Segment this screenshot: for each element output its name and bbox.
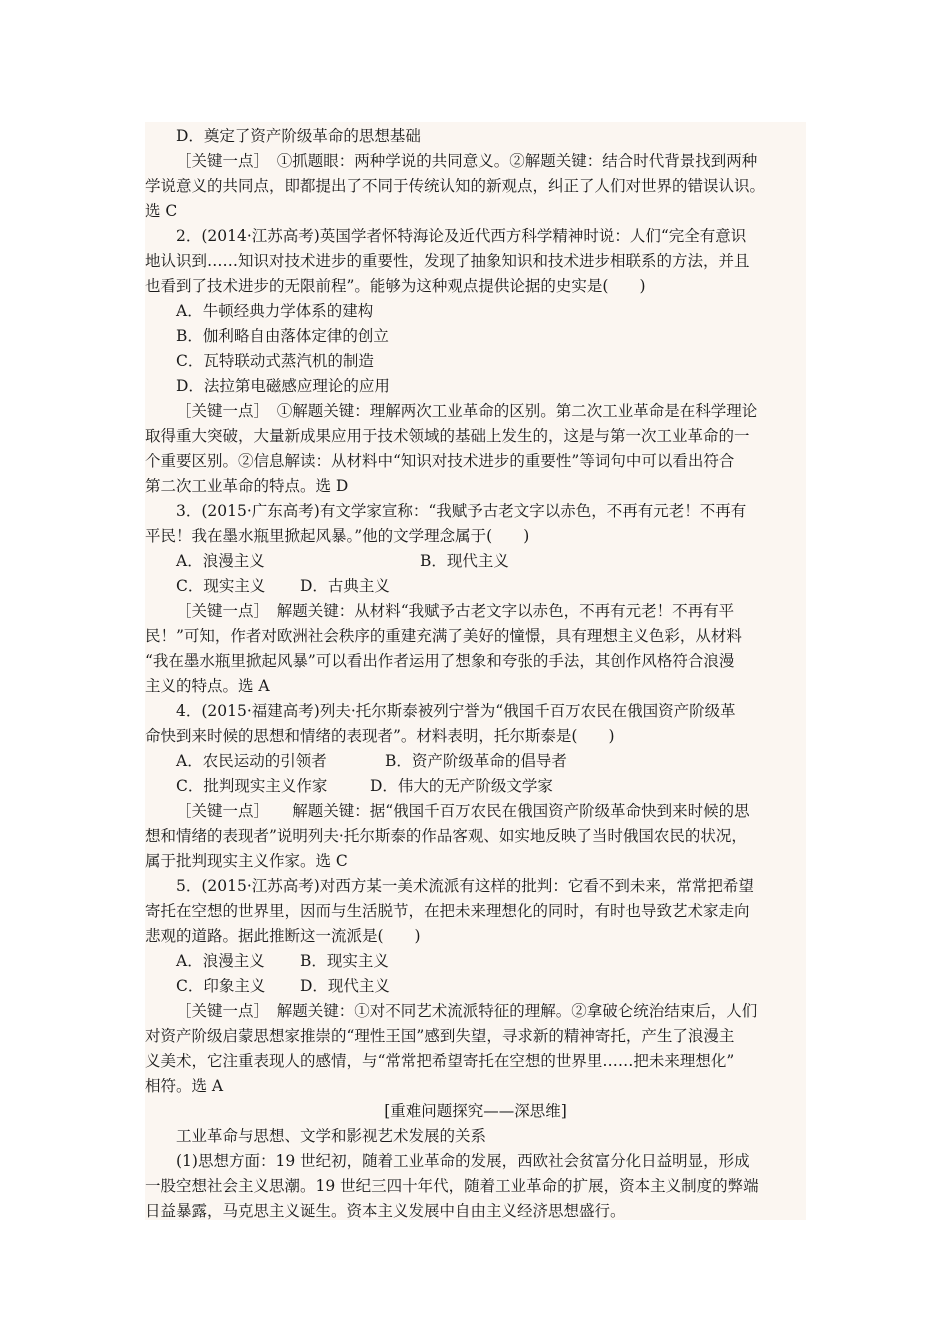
text-line: 悲观的道路。据此推断这一流派是( ) — [145, 927, 421, 945]
key-point-q5: ［关键一点］ 解题关键：①对不同艺术流派特征的理解。②拿破仑统治结束后，人们 — [176, 1002, 758, 1020]
text-line: 命快到来时候的思想和情绪的表现者”。材料表明，托尔斯泰是( ) — [145, 727, 615, 745]
answer-q5: 相符。选 A — [145, 1077, 224, 1095]
option-d-q4: D．伟大的无产阶级文学家 — [370, 777, 553, 795]
option-a-q4: A．农民运动的引领者 — [176, 752, 327, 770]
answer-q4: 属于批判现实主义作家。选 C — [145, 852, 348, 870]
question-4: 4．(2015·福建高考)列夫·托尔斯泰被列宁誉为“俄国千百万农民在俄国资产阶级革 — [176, 702, 736, 720]
text-line: 寄托在空想的世界里，因而与生活脱节，在把未来理想化的同时，有时也导致艺术家走向 — [145, 902, 750, 920]
option-d-q1: D．奠定了资产阶级革命的思想基础 — [176, 127, 421, 145]
option-a-q3: A．浪漫主义 — [176, 552, 265, 570]
text-line: 取得重大突破，大量新成果应用于技术领域的基础上发生的，这是与第一次工业革命的一 — [145, 427, 750, 445]
text-line: 对资产阶级启蒙思想家推崇的“理性王国”感到失望，寻求新的精神寄托，产生了浪漫主 — [145, 1027, 735, 1045]
key-point-q1: ［关键一点］ ①抓题眼：两种学说的共同意义。②解题关键：结合时代背景找到两种 — [176, 152, 758, 170]
text-line: 也看到了技术进步的无限前程”。能够为这种观点提供论据的史实是( ) — [145, 277, 646, 295]
answer-q1: 选 C — [145, 202, 178, 220]
options-row-q5-2 — [176, 974, 826, 999]
section-heading: [重难问题探究——深思维] — [384, 1102, 567, 1120]
options-row-q4-1 — [176, 749, 826, 774]
option-b-q3: B．现代主义 — [420, 552, 509, 570]
options-row-q4-2 — [176, 774, 826, 799]
option-d-q5: D．现代主义 — [300, 977, 390, 995]
options-row-q3-1 — [176, 549, 826, 574]
option-d-q2: D．法拉第电磁感应理论的应用 — [176, 377, 390, 395]
question-3: 3．(2015·广东高考)有文学家宣称：“我赋予古老文字以赤色，不再有元老！不再有 — [176, 502, 747, 520]
question-5: 5．(2015·江苏高考)对西方某一美术流派有这样的批判：它看不到未来，常常把希望 — [176, 877, 754, 895]
option-b-q2: B．伽利略自由落体定律的创立 — [176, 327, 389, 345]
option-d-q3: D．古典主义 — [300, 577, 390, 595]
key-point-q3: ［关键一点］ 解题关键：从材料“我赋予古老文字以赤色，不再有元老！不再有平 — [176, 602, 735, 620]
option-c-q5: C．印象主义 — [176, 977, 266, 995]
options-row-q3-2 — [176, 574, 826, 599]
subsection-title: 工业革命与思想、文学和影视艺术发展的关系 — [176, 1127, 487, 1145]
option-b-q4: B．资产阶级革命的倡导者 — [385, 752, 567, 770]
text-line: “我在墨水瓶里掀起风暴”可以看出作者运用了想象和夸张的手法，其创作风格符合浪漫 — [145, 652, 735, 670]
option-c-q4: C．批判现实主义作家 — [176, 777, 328, 795]
text-line: 平民！我在墨水瓶里掀起风暴。”他的文学理念属于( ) — [145, 527, 530, 545]
text-line: 义美术，它注重表现人的感情，与“常常把希望寄托在空想的世界里……把未来理想化” — [145, 1052, 735, 1070]
option-a-q5: A．浪漫主义 — [176, 952, 265, 970]
question-2: 2．(2014·江苏高考)英国学者怀特海论及近代西方科学精神时说：人们“完全有意识 — [176, 227, 747, 245]
answer-q2: 第二次工业革命的特点。选 D — [145, 477, 349, 495]
text-line: 地认识到……知识对技术进步的重要性，发现了抽象知识和技术进步相联系的方法，并且 — [145, 252, 750, 270]
key-point-q4: ［关键一点］ 解题关键：据“俄国千百万农民在俄国资产阶级革命快到来时候的思 — [176, 802, 750, 820]
text-line: 一股空想社会主义思潮。19 世纪三四十年代，随着工业革命的扩展，资本主义制度的弊端 — [145, 1177, 759, 1195]
option-a-q2: A．牛顿经典力学体系的建构 — [176, 302, 374, 320]
option-c-q3: C．现实主义 — [176, 577, 266, 595]
text-line: 学说意义的共同点，即都提出了不同于传统认知的新观点，纠正了人们对世界的错误认识。 — [145, 177, 766, 195]
text-line: 想和情绪的表现者”说明列夫·托尔斯泰的作品客观、如实地反映了当时俄国农民的状况， — [145, 827, 747, 845]
text-line: 日益暴露，马克思主义诞生。资本主义发展中自由主义经济思想盛行。 — [145, 1202, 626, 1220]
option-b-q5: B．现实主义 — [300, 952, 389, 970]
text-line: 个重要区别。②信息解读：从材料中“知识对技术进步的重要性”等词句中可以看出符合 — [145, 452, 735, 470]
option-c-q2: C．瓦特联动式蒸汽机的制造 — [176, 352, 374, 370]
answer-q3: 主义的特点。选 A — [145, 677, 270, 695]
text-line: 民！”可知，作者对欧洲社会秩序的重建充满了美好的憧憬，具有理想主义色彩，从材料 — [145, 627, 742, 645]
key-point-q2: ［关键一点］ ①解题关键：理解两次工业革命的区别。第二次工业革命是在科学理论 — [176, 402, 758, 420]
options-row-q5-1 — [176, 949, 826, 974]
paragraph-thought: (1)思想方面：19 世纪初，随着工业革命的发展，西欧社会贫富分化日益明显，形成 — [176, 1152, 750, 1170]
